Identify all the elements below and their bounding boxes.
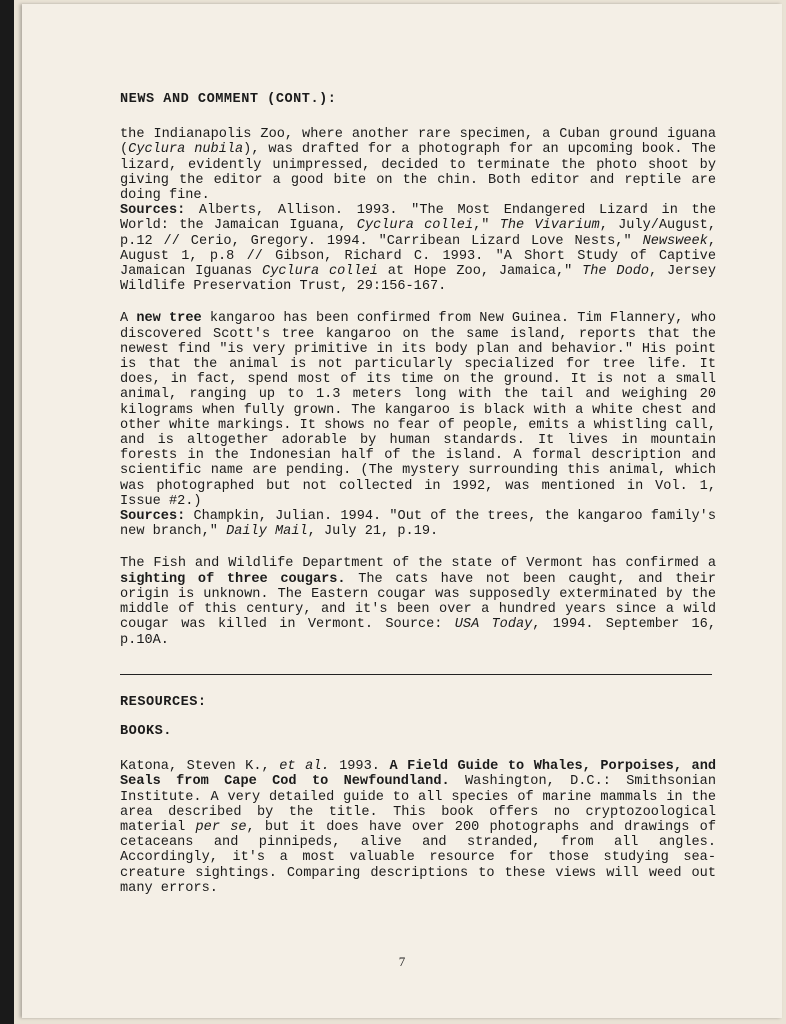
page-number: 7 <box>398 954 406 969</box>
document-page <box>22 4 782 1018</box>
resources-heading: RESOURCES: <box>120 694 207 710</box>
kangaroo-sources: Sources: Champkin, Julian. 1994. "Out of the trees, the kangaroo family's new branch," Daily Mail, July 21, p.19. <box>120 509 716 540</box>
section-divider <box>120 674 712 675</box>
iguana-sources: Sources: Alberts, Allison. 1993. "The Most Endangered Lizard in the World: the Jamaican Iguana, Cyclura collei," The Vivarium, July/August, p.12 // Cerio, Gregory. 1994. "Carribean Lizard Love Nests," Newsweek, August 1, p.8 // Gibson, Richard C. 1993. "A Short Study of Captive Jamaican Iguanas Cyclura collei at Hope Zoo, Jamaica," The Dodo, Jersey Wildlife Preservation Trust, 29:156-167. <box>120 203 716 295</box>
kangaroo-paragraph: A new tree kangaroo has been confirmed from New Guinea. Tim Flannery, who discovered Scott's tree kangaroo on the same island, reports that the newest find "is very primitive in its body plan and behavior." His point is that the animal is not particularly specialized for tree life. It does, in fact, spend most of its time on the ground. It is not a small animal, ranging up to 1.3 meters long with the tail and weighing 20 kilograms when fully grown. The kangaroo is black with a white chest and other white markings. It shows no fear of people, emits a whistling call, and is altogether adorable by human standards. It lives in mountain forests in the Indonesian half of the island. A formal description and scientific name are pending. (The mystery surrounding this animal, which was photographed but not collected in 1992, was mentioned in Vol. 1, Issue #2.) <box>120 311 716 509</box>
page-content <box>120 92 716 896</box>
books-heading: BOOKS. <box>120 723 172 739</box>
iguana-paragraph: the Indianapolis Zoo, where another rare specimen, a Cuban ground iguana (Cyclura nubila), was drafted for a photograph for an upcoming book. The lizard, evidently unimpressed, decided to terminate the photo shoot by giving the editor a good bite on the chin. Both editor and reptile are doing fine. <box>120 127 716 204</box>
paper-stack <box>14 0 786 1024</box>
cougar-paragraph: The Fish and Wildlife Department of the state of Vermont has confirmed a sighting of three cougars. The cats have not been caught, and their origin is unknown. The Eastern cougar was supposedly exterminated by the middle of this century, and it's been over a hundred years since a wild cougar was killed in Vermont. Source: USA Today, 1994. September 16, p.10A. <box>120 556 716 648</box>
book-entry: Katona, Steven K., et al. 1993. A Field Guide to Whales, Porpoises, and Seals from Cape Cod to Newfoundland. Washington, D.C.: Smithsonian Institute. A very detailed guide to all species of marine mammals in the area described by the title. This book offers no cryptozoological material per se, but it does have over 200 photographs and drawings of cetaceans and pinnipeds, alive and stranded, from all angles. Accordingly, it's a most valuable resource for those studying sea-creature sightings. Comparing descriptions to these views will weed out many errors. <box>120 759 717 896</box>
section-header: NEWS AND COMMENT (CONT.): <box>120 92 337 107</box>
